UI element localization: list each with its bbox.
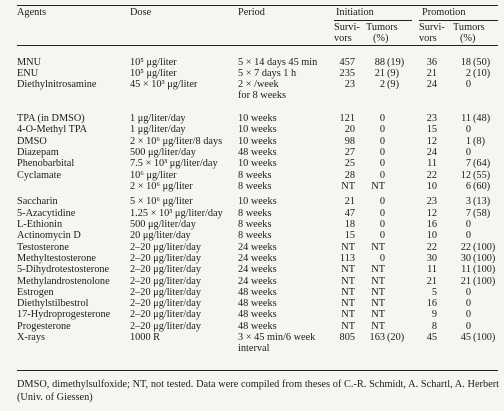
period-cell: 5 × 14 days 45 min — [238, 57, 318, 68]
initiation-tumors-cell: 0 — [379, 170, 385, 181]
header-rule — [17, 45, 498, 46]
dose-cell: 2 × 10⁶ μg/liter/8 days — [130, 136, 223, 147]
top-rule — [17, 5, 498, 6]
header-promotion-tumors: Tumors — [453, 22, 485, 33]
agent-cell: Actinomycin D — [17, 230, 81, 241]
initiation-survivors-cell: 121 — [339, 113, 355, 124]
promotion-tumors-cell: 7 — [465, 158, 471, 169]
agent-cell: Diethylstilbestrol — [17, 298, 89, 309]
initiation-percent-cell: (19) — [387, 57, 405, 68]
header-agents: Agents — [17, 7, 47, 18]
initiation-tumors-cell: 0 — [379, 196, 385, 207]
promotion-percent-cell: (100) — [473, 332, 496, 343]
promotion-tumors-cell: 6 — [465, 181, 471, 192]
promotion-percent-cell: (55) — [473, 170, 491, 181]
dose-cell: 7.5 × 10³ μg/liter/day — [130, 158, 218, 169]
dose-cell: 500 μg/liter/day — [130, 147, 196, 158]
dose-cell: 500 μg/liter/day — [130, 219, 196, 230]
initiation-percent-cell: (9) — [387, 79, 400, 90]
initiation-tumors-cell: NT — [371, 287, 385, 298]
initiation-tumors-cell: 0 — [379, 219, 385, 230]
dose-cell: 1.25 × 10³ μg/liter/day — [130, 208, 223, 219]
initiation-tumors-cell: 0 — [379, 136, 385, 147]
initiation-survivors-cell: 235 — [339, 68, 355, 79]
dose-cell: 1 μg/liter/day — [130, 124, 186, 135]
period-cell: 10 weeks — [238, 158, 277, 169]
promotion-tumors-cell: 22 — [460, 242, 471, 253]
header-initiation-survivors: Survi- — [334, 22, 360, 33]
agent-cell: Phenobarbital — [17, 158, 75, 169]
initiation-tumors-cell: NT — [371, 298, 385, 309]
header-promotion-tumors-pct: (%) — [460, 33, 476, 44]
agent-cell: Testosterone — [17, 242, 69, 253]
promotion-tumors-cell: 0 — [465, 124, 471, 135]
promotion-survivors-cell: 16 — [426, 298, 437, 309]
dose-cell: 1000 R — [130, 332, 161, 343]
dose-cell: 2–20 μg/liter/day — [130, 287, 202, 298]
promotion-survivors-cell: 30 — [426, 253, 437, 264]
agent-cell: DMSO — [17, 136, 47, 147]
initiation-survivors-cell: NT — [341, 264, 355, 275]
promotion-survivors-cell: 24 — [426, 79, 437, 90]
promotion-survivors-cell: 10 — [426, 181, 437, 192]
agent-cell: ENU — [17, 68, 39, 79]
promotion-survivors-cell: 22 — [426, 242, 437, 253]
period-cell: 8 weeks — [238, 219, 272, 230]
promotion-tumors-cell: 11 — [461, 113, 471, 124]
promotion-survivors-cell: 11 — [427, 158, 437, 169]
period-cell: 48 weeks — [238, 309, 277, 320]
agent-cell: Diethylnitrosamine — [17, 79, 97, 90]
promotion-tumors-cell: 21 — [460, 276, 471, 287]
initiation-tumors-cell: 0 — [379, 230, 385, 241]
dose-cell: 10⁵ μg/liter — [130, 68, 177, 79]
initiation-tumors-cell: 88 — [374, 57, 385, 68]
initiation-tumors-cell: 0 — [379, 158, 385, 169]
promotion-tumors-cell: 2 — [465, 68, 471, 79]
period-cell: 48 weeks — [238, 287, 277, 298]
bottom-rule — [17, 370, 498, 371]
promotion-survivors-cell: 22 — [426, 170, 437, 181]
initiation-survivors-cell: 805 — [339, 332, 355, 343]
initiation-survivors-cell: 15 — [344, 230, 355, 241]
agent-cell: Methyltestosterone — [17, 253, 96, 264]
period-cell: 8 weeks — [238, 170, 272, 181]
promotion-percent-cell: (48) — [473, 113, 491, 124]
header-dose: Dose — [130, 7, 152, 18]
dose-cell: 2–20 μg/liter/day — [130, 298, 202, 309]
dose-cell: 2–20 μg/liter/day — [130, 276, 202, 287]
promotion-survivors-cell: 8 — [431, 321, 437, 332]
promotion-tumors-cell: 12 — [460, 170, 471, 181]
initiation-tumors-cell: 0 — [379, 208, 385, 219]
period-cell: 8 weeks — [238, 208, 272, 219]
dose-cell: 5 × 10⁶ μg/liter — [130, 196, 193, 207]
initiation-survivors-cell: NT — [341, 321, 355, 332]
initiation-survivors-cell: 98 — [344, 136, 355, 147]
initiation-tumors-cell: 21 — [374, 68, 385, 79]
initiation-tumors-cell: 0 — [379, 113, 385, 124]
period-cell: 10 weeks — [238, 136, 277, 147]
period-cell: 48 weeks — [238, 147, 277, 158]
initiation-tumors-cell: 0 — [379, 124, 385, 135]
dose-cell: 10⁵ μg/liter — [130, 57, 177, 68]
promotion-tumors-cell: 45 — [460, 332, 471, 343]
initiation-tumors-cell: NT — [371, 276, 385, 287]
period-cell: 8 weeks — [238, 181, 272, 192]
promotion-tumors-cell: 7 — [465, 208, 471, 219]
dose-cell: 1 μg/liter/day — [130, 113, 186, 124]
period-cell: 3 × 45 min/6 week — [238, 332, 316, 343]
promotion-survivors-cell: 9 — [431, 309, 437, 320]
promotion-percent-cell: (60) — [473, 181, 491, 192]
initiation-percent-cell: (9) — [387, 68, 400, 79]
promotion-tumors-cell: 0 — [465, 309, 471, 320]
agent-cell: 5-Dihydrotestosterone — [17, 264, 110, 275]
promotion-survivors-cell: 12 — [426, 208, 437, 219]
promotion-group-rule — [419, 20, 498, 21]
dose-cell: 2–20 μg/liter/day — [130, 264, 202, 275]
period-cell: 24 weeks — [238, 276, 277, 287]
period-cell: interval — [238, 343, 270, 354]
promotion-tumors-cell: 30 — [460, 253, 471, 264]
initiation-tumors-cell: NT — [371, 321, 385, 332]
promotion-survivors-cell: 23 — [426, 113, 437, 124]
promotion-percent-cell: (100) — [473, 264, 496, 275]
promotion-tumors-cell: 0 — [465, 298, 471, 309]
promotion-tumors-cell: 0 — [465, 219, 471, 230]
promotion-percent-cell: (8) — [473, 136, 486, 147]
period-cell: 24 weeks — [238, 242, 277, 253]
initiation-group-rule — [334, 20, 412, 21]
initiation-survivors-cell: 457 — [339, 57, 355, 68]
header-initiation-survivors-2: vors — [334, 33, 352, 44]
agent-cell: 5-Azacytidine — [17, 208, 76, 219]
promotion-tumors-cell: 3 — [465, 196, 471, 207]
initiation-survivors-cell: NT — [341, 298, 355, 309]
initiation-survivors-cell: 28 — [344, 170, 355, 181]
promotion-survivors-cell: 21 — [426, 276, 437, 287]
dose-cell: 2 × 10⁶ μg/liter — [130, 181, 193, 192]
promotion-tumors-cell: 11 — [461, 264, 471, 275]
agent-cell: X-rays — [17, 332, 46, 343]
promotion-survivors-cell: 5 — [431, 287, 437, 298]
table-footnote: DMSO, dimethylsulfoxide; NT, not tested. Data were compiled from theses of C.-R. Schmidt, A. Schartl, A. Herbert (Univ. of Giessen) — [17, 379, 499, 403]
initiation-tumors-cell: NT — [371, 309, 385, 320]
initiation-survivors-cell: 20 — [344, 124, 355, 135]
promotion-tumors-cell: 1 — [465, 136, 471, 147]
period-cell: for 8 weeks — [238, 90, 287, 101]
promotion-percent-cell: (13) — [473, 196, 491, 207]
header-initiation-tumors: Tumors — [366, 22, 398, 33]
header-initiation-tumors-pct: (%) — [373, 33, 389, 44]
initiation-tumors-cell: 0 — [379, 147, 385, 158]
promotion-survivors-cell: 16 — [426, 219, 437, 230]
promotion-survivors-cell: 24 — [426, 147, 437, 158]
dose-cell: 2–20 μg/liter/day — [130, 253, 202, 264]
initiation-survivors-cell: NT — [341, 242, 355, 253]
agent-cell: Cyclamate — [17, 170, 62, 181]
initiation-tumors-cell: 163 — [369, 332, 385, 343]
promotion-tumors-cell: 0 — [465, 147, 471, 158]
dose-cell: 20 μg/liter/day — [130, 230, 191, 241]
period-cell: 48 weeks — [238, 298, 277, 309]
promotion-survivors-cell: 11 — [427, 264, 437, 275]
initiation-survivors-cell: 113 — [339, 253, 355, 264]
period-cell: 24 weeks — [238, 264, 277, 275]
period-cell: 8 weeks — [238, 230, 272, 241]
initiation-survivors-cell: 21 — [344, 196, 355, 207]
promotion-survivors-cell: 10 — [426, 230, 437, 241]
header-promotion-survivors-2: vors — [419, 33, 437, 44]
promotion-percent-cell: (100) — [473, 253, 496, 264]
initiation-survivors-cell: 47 — [344, 208, 355, 219]
initiation-tumors-cell: NT — [371, 264, 385, 275]
dose-cell: 45 × 10³ μg/liter — [130, 79, 198, 90]
initiation-tumors-cell: 0 — [379, 253, 385, 264]
agent-cell: 4-O-Methyl TPA — [17, 124, 88, 135]
initiation-survivors-cell: 27 — [344, 147, 355, 158]
promotion-tumors-cell: 0 — [465, 321, 471, 332]
promotion-survivors-cell: 23 — [426, 196, 437, 207]
dose-cell: 10⁶ μg/liter — [130, 170, 177, 181]
agent-cell: Progesterone — [17, 321, 71, 332]
period-cell: 48 weeks — [238, 321, 277, 332]
dose-cell: 2–20 μg/liter/day — [130, 309, 202, 320]
promotion-survivors-cell: 12 — [426, 136, 437, 147]
agent-cell: Diazepam — [17, 147, 59, 158]
initiation-survivors-cell: 23 — [344, 79, 355, 90]
dose-cell: 2–20 μg/liter/day — [130, 321, 202, 332]
period-cell: 24 weeks — [238, 253, 277, 264]
period-cell: 10 weeks — [238, 113, 277, 124]
agent-cell: Saccharin — [17, 196, 58, 207]
dose-cell: 2–20 μg/liter/day — [130, 242, 202, 253]
initiation-percent-cell: (20) — [387, 332, 405, 343]
promotion-percent-cell: (58) — [473, 208, 491, 219]
promotion-tumors-cell: 18 — [460, 57, 471, 68]
promotion-percent-cell: (100) — [473, 242, 496, 253]
initiation-survivors-cell: NT — [341, 309, 355, 320]
initiation-survivors-cell: NT — [341, 276, 355, 287]
agent-cell: Methylandrostenolone — [17, 276, 110, 287]
agent-cell: Estrogen — [17, 287, 54, 298]
initiation-survivors-cell: 25 — [344, 158, 355, 169]
header-initiation: Initiation — [336, 7, 374, 18]
promotion-percent-cell: (64) — [473, 158, 491, 169]
promotion-tumors-cell: 0 — [465, 287, 471, 298]
initiation-tumors-cell: 2 — [379, 79, 385, 90]
promotion-percent-cell: (50) — [473, 57, 491, 68]
promotion-survivors-cell: 45 — [426, 332, 437, 343]
initiation-survivors-cell: NT — [341, 287, 355, 298]
period-cell: 10 weeks — [238, 124, 277, 135]
header-promotion: Promotion — [422, 7, 466, 18]
promotion-percent-cell: (10) — [473, 68, 491, 79]
header-period: Period — [238, 7, 265, 18]
period-cell: 2 × /week — [238, 79, 279, 90]
period-cell: 10 weeks — [238, 196, 277, 207]
agent-cell: MNU — [17, 57, 42, 68]
promotion-tumors-cell: 0 — [465, 79, 471, 90]
promotion-survivors-cell: 15 — [426, 124, 437, 135]
promotion-survivors-cell: 21 — [426, 68, 437, 79]
initiation-survivors-cell: NT — [341, 181, 355, 192]
agent-cell: 17-Hydroprogesterone — [17, 309, 111, 320]
promotion-percent-cell: (100) — [473, 276, 496, 287]
agent-cell: L-Ethionin — [17, 219, 63, 230]
initiation-tumors-cell: NT — [371, 242, 385, 253]
promotion-tumors-cell: 0 — [465, 230, 471, 241]
header-promotion-survivors: Survi- — [419, 22, 445, 33]
initiation-tumors-cell: NT — [371, 181, 385, 192]
promotion-survivors-cell: 36 — [426, 57, 437, 68]
agent-cell: TPA (in DMSO) — [17, 113, 85, 124]
period-cell: 5 × 7 days 1 h — [238, 68, 297, 79]
initiation-survivors-cell: 18 — [344, 219, 355, 230]
